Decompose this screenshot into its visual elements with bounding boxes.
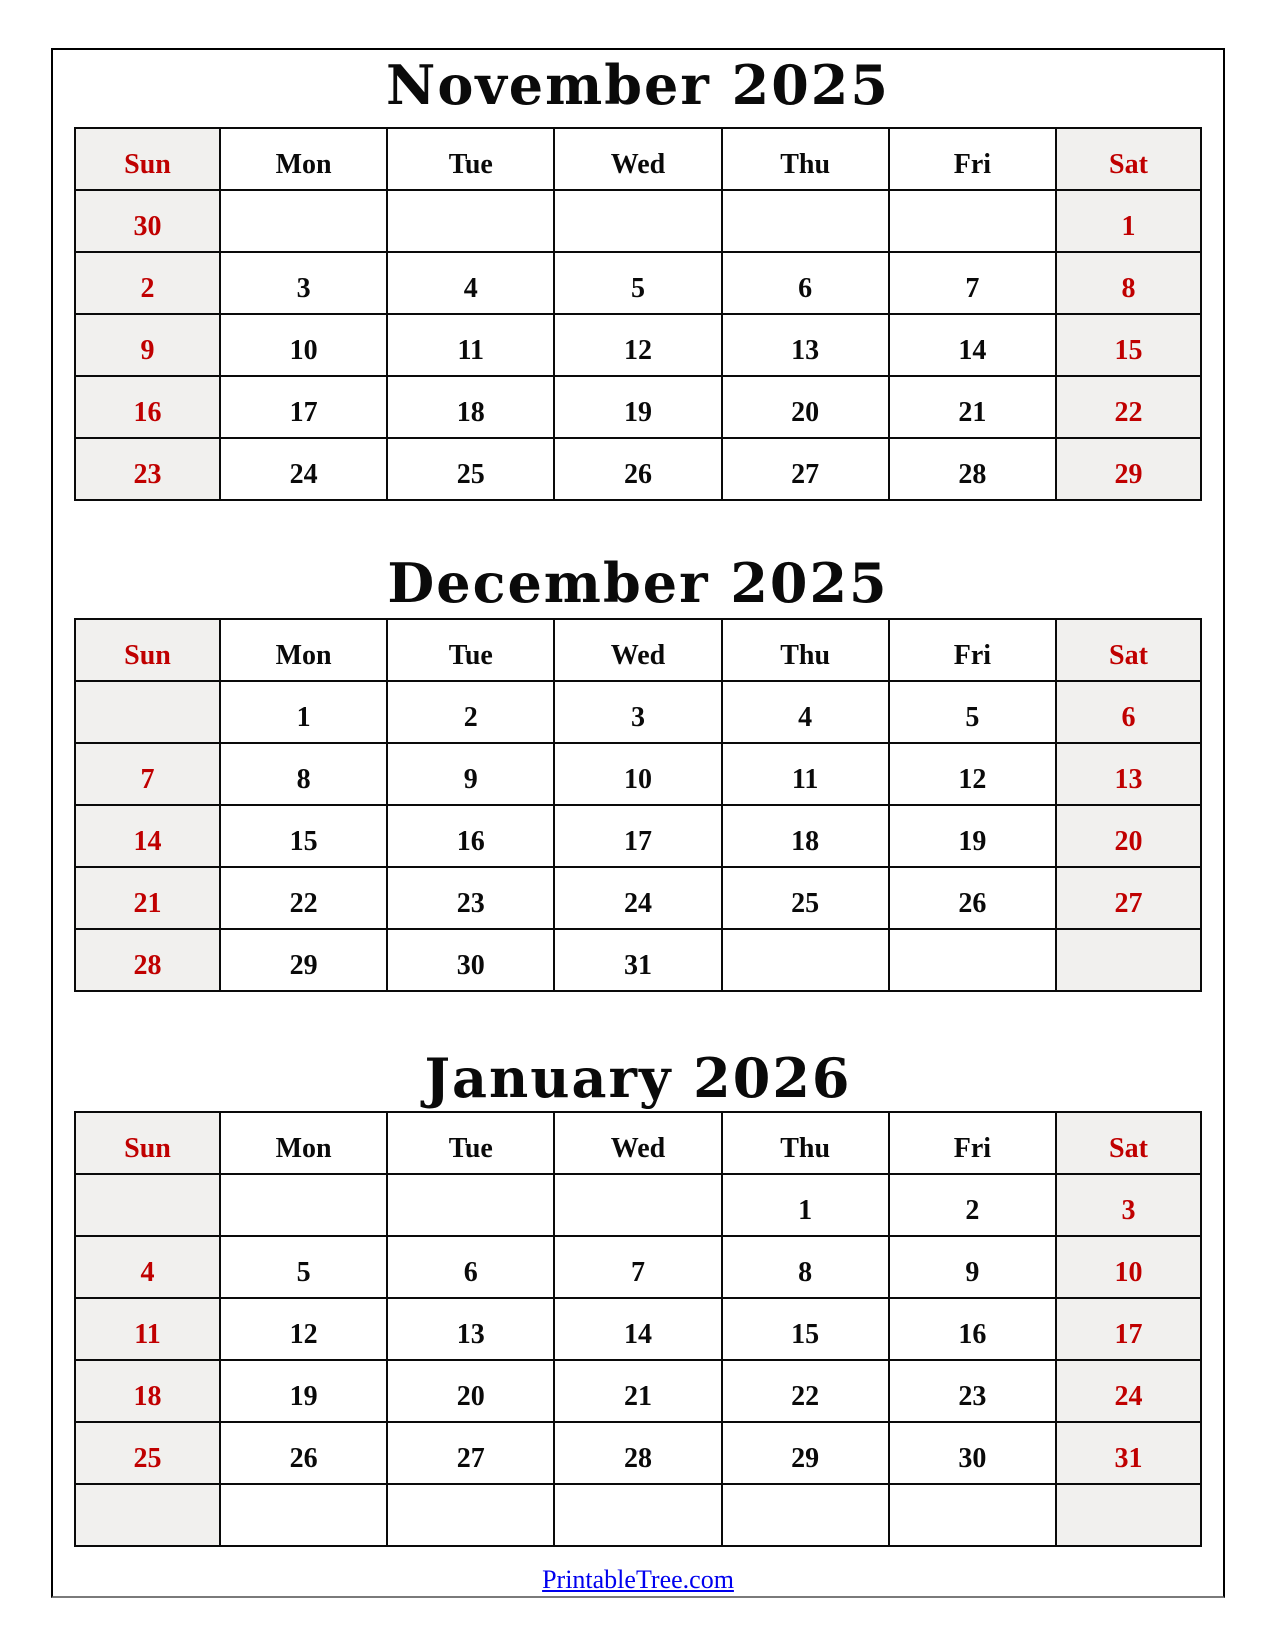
week-row <box>75 1484 1201 1546</box>
weekday-header-sat: Sat <box>1056 619 1201 681</box>
day-cell-1: 1 <box>722 1174 889 1236</box>
day-cell-23: 23 <box>889 1360 1056 1422</box>
month-title: December 2025 <box>387 551 889 615</box>
day-cell-empty <box>220 1484 387 1546</box>
weekday-header-sat: Sat <box>1056 1112 1201 1174</box>
day-cell-19: 19 <box>889 805 1056 867</box>
day-cell-21: 21 <box>889 376 1056 438</box>
day-cell-11: 11 <box>75 1298 220 1360</box>
day-cell-31: 31 <box>1056 1422 1201 1484</box>
day-cell-empty <box>889 1484 1056 1546</box>
day-cell-12: 12 <box>889 743 1056 805</box>
month-section <box>74 553 1202 992</box>
day-cell-16: 16 <box>387 805 554 867</box>
day-cell-22: 22 <box>1056 376 1201 438</box>
day-cell-6: 6 <box>1056 681 1201 743</box>
day-cell-12: 12 <box>220 1298 387 1360</box>
day-cell-25: 25 <box>387 438 554 500</box>
day-cell-8: 8 <box>1056 252 1201 314</box>
day-cell-27: 27 <box>387 1422 554 1484</box>
day-cell-empty <box>1056 1484 1201 1546</box>
day-cell-18: 18 <box>387 376 554 438</box>
day-cell-15: 15 <box>220 805 387 867</box>
day-cell-11: 11 <box>387 314 554 376</box>
weekday-header-tue: Tue <box>387 619 554 681</box>
day-cell-23: 23 <box>387 867 554 929</box>
day-cell-30: 30 <box>889 1422 1056 1484</box>
day-cell-16: 16 <box>75 376 220 438</box>
day-cell-25: 25 <box>75 1422 220 1484</box>
day-cell-16: 16 <box>889 1298 1056 1360</box>
day-cell-empty <box>554 190 721 252</box>
weekday-header-row <box>75 619 1201 681</box>
day-cell-7: 7 <box>554 1236 721 1298</box>
day-cell-12: 12 <box>554 314 721 376</box>
day-cell-17: 17 <box>220 376 387 438</box>
day-cell-14: 14 <box>554 1298 721 1360</box>
week-row <box>75 805 1201 867</box>
day-cell-10: 10 <box>1056 1236 1201 1298</box>
weekday-header-tue: Tue <box>387 1112 554 1174</box>
day-cell-29: 29 <box>1056 438 1201 500</box>
day-cell-14: 14 <box>889 314 1056 376</box>
day-cell-empty <box>889 929 1056 991</box>
week-row <box>75 1298 1201 1360</box>
day-cell-28: 28 <box>554 1422 721 1484</box>
weekday-header-row <box>75 128 1201 190</box>
weekday-header-mon: Mon <box>220 128 387 190</box>
day-cell-31: 31 <box>554 929 721 991</box>
day-cell-empty <box>387 1174 554 1236</box>
day-cell-9: 9 <box>889 1236 1056 1298</box>
day-cell-empty <box>75 681 220 743</box>
day-cell-21: 21 <box>75 867 220 929</box>
day-cell-14: 14 <box>75 805 220 867</box>
day-cell-23: 23 <box>75 438 220 500</box>
month-section <box>74 55 1202 501</box>
day-cell-5: 5 <box>889 681 1056 743</box>
day-cell-empty <box>75 1484 220 1546</box>
day-cell-empty <box>554 1174 721 1236</box>
day-cell-18: 18 <box>75 1360 220 1422</box>
day-cell-empty <box>220 1174 387 1236</box>
day-cell-20: 20 <box>1056 805 1201 867</box>
week-row <box>75 1236 1201 1298</box>
week-row <box>75 867 1201 929</box>
day-cell-20: 20 <box>387 1360 554 1422</box>
day-cell-26: 26 <box>220 1422 387 1484</box>
day-cell-8: 8 <box>722 1236 889 1298</box>
day-cell-7: 7 <box>75 743 220 805</box>
day-cell-13: 13 <box>387 1298 554 1360</box>
day-cell-24: 24 <box>1056 1360 1201 1422</box>
day-cell-26: 26 <box>554 438 721 500</box>
day-cell-4: 4 <box>387 252 554 314</box>
day-cell-7: 7 <box>889 252 1056 314</box>
week-row <box>75 376 1201 438</box>
month-title: November 2025 <box>386 53 890 117</box>
day-cell-19: 19 <box>554 376 721 438</box>
weekday-header-mon: Mon <box>220 1112 387 1174</box>
month-section <box>74 1048 1202 1547</box>
month-table <box>74 1111 1202 1547</box>
day-cell-18: 18 <box>722 805 889 867</box>
month-table <box>74 127 1202 501</box>
day-cell-27: 27 <box>1056 867 1201 929</box>
day-cell-2: 2 <box>75 252 220 314</box>
weekday-header-sat: Sat <box>1056 128 1201 190</box>
weekday-header-wed: Wed <box>554 128 721 190</box>
week-row <box>75 743 1201 805</box>
day-cell-empty <box>722 190 889 252</box>
week-row <box>75 681 1201 743</box>
day-cell-11: 11 <box>722 743 889 805</box>
day-cell-30: 30 <box>75 190 220 252</box>
day-cell-17: 17 <box>1056 1298 1201 1360</box>
months-container <box>74 55 1202 1547</box>
day-cell-5: 5 <box>220 1236 387 1298</box>
day-cell-24: 24 <box>220 438 387 500</box>
day-cell-empty <box>387 1484 554 1546</box>
day-cell-1: 1 <box>1056 190 1201 252</box>
day-cell-empty <box>722 929 889 991</box>
week-row <box>75 1174 1201 1236</box>
day-cell-empty <box>554 1484 721 1546</box>
day-cell-28: 28 <box>889 438 1056 500</box>
day-cell-22: 22 <box>722 1360 889 1422</box>
day-cell-28: 28 <box>75 929 220 991</box>
weekday-header-mon: Mon <box>220 619 387 681</box>
week-row <box>75 1422 1201 1484</box>
day-cell-20: 20 <box>722 376 889 438</box>
day-cell-3: 3 <box>1056 1174 1201 1236</box>
day-cell-13: 13 <box>1056 743 1201 805</box>
day-cell-6: 6 <box>722 252 889 314</box>
day-cell-19: 19 <box>220 1360 387 1422</box>
day-cell-27: 27 <box>722 438 889 500</box>
day-cell-15: 15 <box>722 1298 889 1360</box>
day-cell-26: 26 <box>889 867 1056 929</box>
day-cell-22: 22 <box>220 867 387 929</box>
day-cell-6: 6 <box>387 1236 554 1298</box>
day-cell-2: 2 <box>889 1174 1056 1236</box>
weekday-header-fri: Fri <box>889 1112 1056 1174</box>
week-row <box>75 438 1201 500</box>
day-cell-5: 5 <box>554 252 721 314</box>
calendar-page <box>53 50 1223 1595</box>
day-cell-empty <box>889 190 1056 252</box>
day-cell-13: 13 <box>722 314 889 376</box>
day-cell-10: 10 <box>554 743 721 805</box>
weekday-header-tue: Tue <box>387 128 554 190</box>
week-row <box>75 929 1201 991</box>
weekday-header-row <box>75 1112 1201 1174</box>
weekday-header-fri: Fri <box>889 619 1056 681</box>
day-cell-empty <box>75 1174 220 1236</box>
day-cell-15: 15 <box>1056 314 1201 376</box>
day-cell-4: 4 <box>722 681 889 743</box>
day-cell-2: 2 <box>387 681 554 743</box>
day-cell-10: 10 <box>220 314 387 376</box>
day-cell-25: 25 <box>722 867 889 929</box>
weekday-header-sun: Sun <box>75 619 220 681</box>
weekday-header-thu: Thu <box>722 619 889 681</box>
day-cell-29: 29 <box>220 929 387 991</box>
weekday-header-thu: Thu <box>722 1112 889 1174</box>
day-cell-9: 9 <box>387 743 554 805</box>
week-row <box>75 314 1201 376</box>
footer-link[interactable]: PrintableTree.com <box>542 1565 734 1594</box>
week-row <box>75 252 1201 314</box>
day-cell-24: 24 <box>554 867 721 929</box>
weekday-header-sun: Sun <box>75 1112 220 1174</box>
weekday-header-wed: Wed <box>554 1112 721 1174</box>
month-table <box>74 618 1202 992</box>
week-row <box>75 1360 1201 1422</box>
day-cell-8: 8 <box>220 743 387 805</box>
day-cell-30: 30 <box>387 929 554 991</box>
day-cell-9: 9 <box>75 314 220 376</box>
day-cell-empty <box>722 1484 889 1546</box>
day-cell-21: 21 <box>554 1360 721 1422</box>
weekday-header-sun: Sun <box>75 128 220 190</box>
weekday-header-fri: Fri <box>889 128 1056 190</box>
weekday-header-wed: Wed <box>554 619 721 681</box>
weekday-header-thu: Thu <box>722 128 889 190</box>
month-title: January 2026 <box>424 1046 852 1110</box>
day-cell-17: 17 <box>554 805 721 867</box>
day-cell-empty <box>1056 929 1201 991</box>
day-cell-1: 1 <box>220 681 387 743</box>
day-cell-3: 3 <box>554 681 721 743</box>
day-cell-4: 4 <box>75 1236 220 1298</box>
week-row <box>75 190 1201 252</box>
day-cell-empty <box>220 190 387 252</box>
day-cell-empty <box>387 190 554 252</box>
day-cell-3: 3 <box>220 252 387 314</box>
day-cell-29: 29 <box>722 1422 889 1484</box>
footer <box>74 1565 1202 1595</box>
